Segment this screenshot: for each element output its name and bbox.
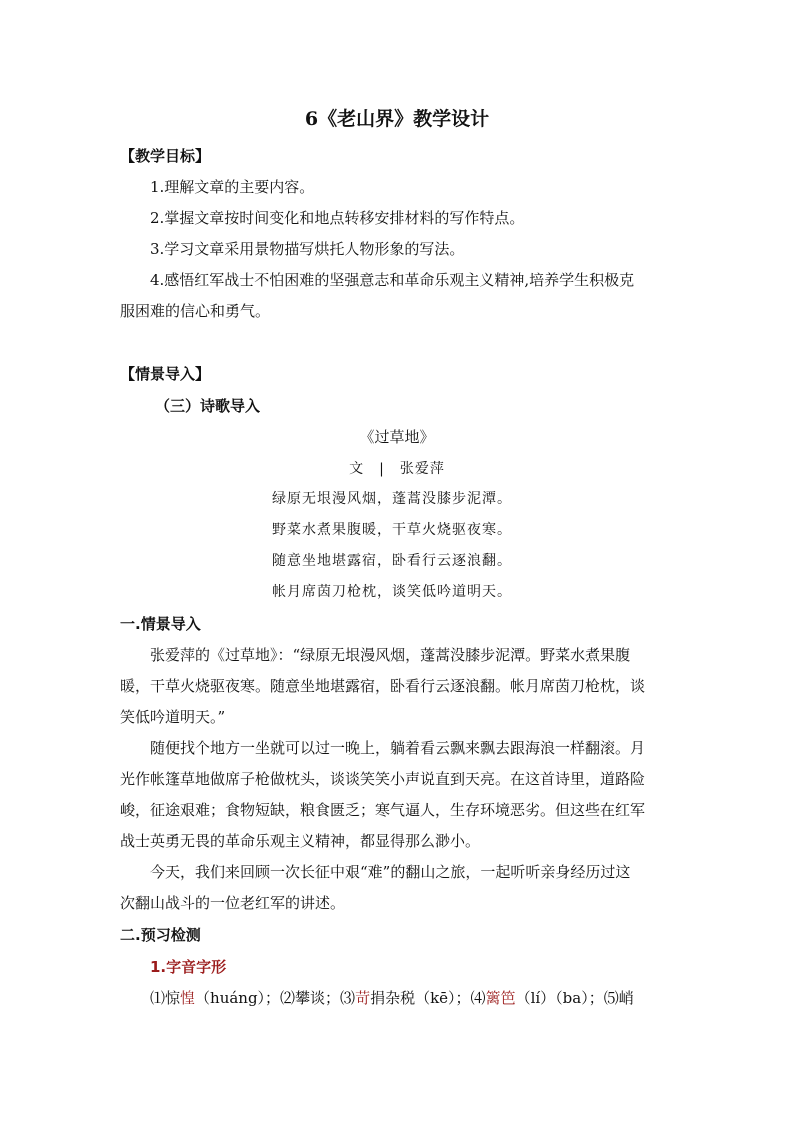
objective-item-4-cont: 服困难的信心和勇气。 — [120, 302, 271, 320]
section1-line-9: 次翻山战斗的一位老红军的讲述。 — [120, 894, 346, 912]
objectives-heading: 【教学目标】 — [120, 147, 211, 165]
section1-heading: 一.情景导入 — [120, 615, 201, 633]
objective-item-4: 4.感悟红军战士不怕困难的坚强意志和革命乐观主义精神,培养学生积极克 — [150, 271, 635, 289]
section2-heading: 二.预习检测 — [120, 926, 201, 944]
poem-line-2: 野菜水煮果腹暖，干草火烧驱夜寒。 — [272, 522, 512, 538]
page-title: 6《老山界》教学设计 — [304, 108, 490, 130]
section2-subheading: 1.字音字形 — [150, 958, 227, 976]
section1-line-4: 随便找个地方一坐就可以过一晚上，躺着看云飘来飘去跟海浪一样翻滚。月 — [150, 739, 646, 757]
word1-highlight: 惶 — [180, 989, 196, 1007]
section1-line-6: 峻，征途艰难；食物短缺，粮食匮乏；寒气逼人，生存环境恶劣。但这些在红军 — [120, 801, 646, 819]
word2-suffix: 捐杂税（kē）；⑷ — [370, 989, 486, 1007]
poem-author: 文 | 张爱萍 — [349, 461, 445, 477]
objective-item-2: 2.掌握文章按时间变化和地点转移安排材料的写作特点。 — [150, 209, 525, 227]
poem-line-3: 随意坐地堪露宿，卧看行云逐浪翻。 — [272, 553, 512, 569]
section1-line-5: 光作帐篷草地做席子枪做枕头，谈谈笑笑小声说直到天亮。在这首诗里，道路险 — [120, 770, 646, 788]
section1-line-3: 笑低吟道明天。” — [120, 708, 226, 726]
poem-line-4: 帐月席茵刀枪枕，谈笑低吟道明天。 — [272, 584, 512, 600]
objective-item-1: 1.理解文章的主要内容。 — [150, 178, 315, 196]
intro-subheading: （三）诗歌导入 — [155, 397, 261, 415]
section1-line-7: 战士英勇无畏的革命乐观主义精神，都显得那么渺小。 — [120, 832, 481, 850]
section1-line-1: 张爱萍的《过草地》：“绿原无垠漫风烟，蓬蒿没膝步泥潭。野菜水煮果腹 — [150, 646, 631, 664]
word3-highlight: 篱笆 — [485, 989, 516, 1007]
word1-prefix: ⑴惊 — [150, 989, 181, 1007]
section1-line-8: 今天，我们来回顾一次长征中艰“难”的翻山之旅，一起听听亲身经历过这 — [150, 863, 631, 881]
poem-title: 《过草地》 — [359, 428, 435, 446]
poem-line-1: 绿原无垠漫风烟，蓬蒿没膝步泥潭。 — [272, 491, 512, 507]
word2-highlight: 苛 — [355, 989, 371, 1007]
intro-heading: 【情景导入】 — [120, 365, 211, 383]
pronunciation-line — [150, 987, 634, 1008]
word3-suffix: （lí）（ba）；⑸峭 — [515, 989, 634, 1007]
section1-line-2: 暖，干草火烧驱夜寒。随意坐地堪露宿，卧看行云逐浪翻。帐月席茵刀枪枕，谈 — [120, 677, 646, 695]
word1-suffix: （huáng）；⑵攀谈；⑶ — [195, 989, 356, 1007]
objective-item-3: 3.学习文章采用景物描写烘托人物形象的写法。 — [150, 240, 465, 258]
